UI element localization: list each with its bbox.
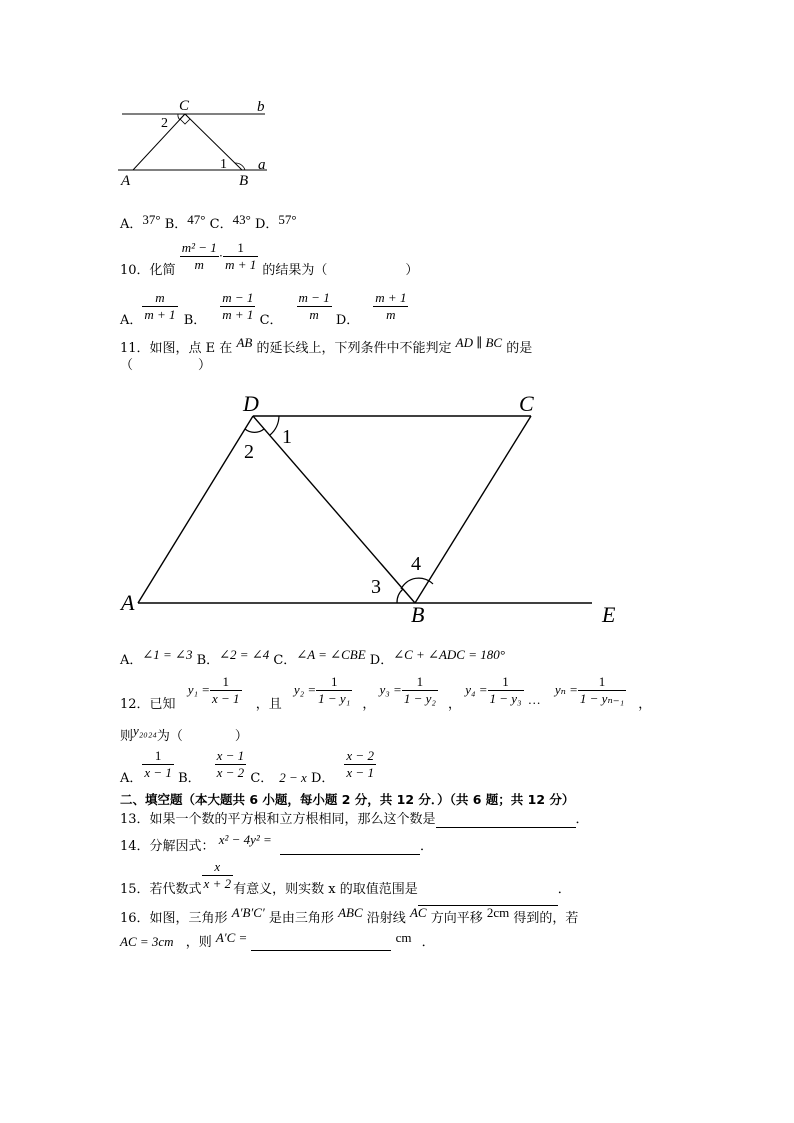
q12-y3-den: 1 − y₂ [403,691,436,706]
q10-a-label: A． [120,313,143,328]
q11-a-label: A． [120,653,143,668]
q12-then [120,723,248,745]
q12-label: 12．已知 [120,697,176,712]
q10-c-label: C． [259,313,283,328]
q12-yn-num: 1 [578,674,626,691]
q10-option-b[interactable] [183,290,256,328]
q12-d-label: D． [310,771,335,786]
q9-c-label: C． [209,217,233,232]
label-D: D [243,391,259,416]
q10-fraction-1 [180,240,219,273]
q12-d-den: x − 1 [346,765,374,780]
q9-option-b[interactable] [164,212,206,232]
q12-y3-num: 1 [402,674,438,691]
q10-c-den: m [309,307,319,322]
q11-a-value: ∠1 = ∠3 [142,647,193,662]
label-B: B [411,602,425,627]
q16-line-1 [120,905,579,927]
q11-c-label: C． [273,653,297,668]
q12-y1-num: 1 [210,674,242,691]
q14 [120,832,433,855]
q12-y4: y₄ = [465,682,488,697]
q9-option-a[interactable] [120,212,161,232]
q11-stem [120,335,533,357]
q12-y1-den: x − 1 [212,691,240,706]
q12-c-label: C． [250,771,274,786]
q12-y2: y₂ = [293,682,317,697]
q10-num-2: 1 [223,240,258,257]
q12-option-b[interactable] [178,748,246,786]
q12-option-d[interactable] [310,748,376,786]
q12-y2-den: 1 − y₁ [318,691,351,706]
q12-b-num: x − 1 [216,748,245,763]
q11-option-c[interactable] [273,647,366,668]
angle-2-arc [245,429,264,432]
q12-y4-den: 1 − y₃ [489,691,522,706]
q10-a-den: m + 1 [144,307,176,322]
q11-text-3: 的是 [506,341,533,356]
q12-b-den: x − 2 [216,765,245,780]
q10-num-1: m² − 1 [181,240,217,255]
q11-d-value: ∠C + ∠ADC = 180° [393,647,505,662]
q12-a-label: A． [120,771,143,786]
q11-b-label: B． [196,653,220,668]
q12-a-num: 1 [142,748,174,765]
q16-text-5: 得到的，若 [513,911,579,926]
q9-d-label: D． [254,217,279,232]
q13-answer-blank[interactable] [436,814,576,828]
q11-c-value: ∠A = ∠CBE [296,647,366,662]
section-2-title: 二、填空题（本大题共 6 小题，每小题 2 分，共 12 分．）（共 6 题；共 12 分） [120,792,575,807]
q10-option-c[interactable] [259,290,332,328]
q10-options [120,290,408,328]
q16-a1c: A′C = [215,930,248,945]
figure-parallelogram [115,388,625,628]
q11-text-1: 11．如图，点 E 在 [120,341,233,356]
q15-den: x + 2 [203,876,232,891]
q11-option-d[interactable] [369,647,505,668]
label-3: 3 [371,576,381,598]
q11-text-2: 的延长线上，下列条件中不能判定 [256,341,452,356]
q14-end: ． [419,839,433,854]
figure-parallel-lines-triangle [115,95,280,187]
q10-suffix: 的结果为（ ） [262,263,419,278]
q16-ac: AC [409,905,427,920]
q11-paren: （ ） [120,358,212,373]
line-db [253,416,415,603]
q12-wei: 为（ ） [156,729,248,744]
q14-text: 14．分解因式： [120,839,215,854]
q16-distance: 2cm [486,905,510,920]
q12-c-value: 2 − x [279,770,307,785]
label-1: 1 [282,426,292,448]
q10-den-1: m [194,257,204,272]
q12-y2024: y₂₀₂₄ [133,723,157,738]
q12-a-den: x − 1 [144,765,172,780]
q12-d-num: x − 2 [346,748,374,763]
label-A: A [121,173,131,187]
q16-text-4: 方向平移 [430,911,483,926]
q15-end: ． [557,882,571,897]
q11-option-a[interactable] [120,647,193,668]
q12-dots: … [527,692,541,707]
q11-option-b[interactable] [196,647,270,668]
q13-end: ． [575,812,589,827]
q9-b-value: 47° [187,212,206,227]
q12-option-c[interactable] [250,757,307,786]
label-C: C [519,391,534,416]
q10-c-num: m − 1 [298,290,330,305]
angle-3-arc [397,589,403,603]
label-1: 1 [220,157,227,172]
angle-1-arc [270,416,279,435]
q12-then-label: 则 [120,729,134,744]
q12-comma-2: ， [448,697,462,712]
q12-options [120,748,376,786]
q13 [120,812,589,828]
angle-2-arc [178,114,180,120]
q9-options [120,212,297,233]
q9-option-d[interactable] [254,212,297,232]
q16-a1b1c1: A′B′C′ [231,905,265,920]
line-cb [415,416,531,603]
q10-option-a[interactable] [120,290,178,328]
q10-b-label: B． [183,313,207,328]
q10-b-den: m + 1 [222,307,254,322]
q9-b-label: B． [164,217,188,232]
label-4: 4 [411,553,421,575]
q12-y2-num: 1 [316,674,352,691]
line-da [138,416,253,603]
q10-dot: · [218,248,224,263]
q10-den-2: m + 1 [225,257,257,272]
q15 [120,859,571,897]
q10-d-den: m [386,307,396,322]
q12-comma-3: ， [638,697,652,712]
q12-and: ，且 [255,697,282,712]
q10-d-num: m + 1 [375,290,407,305]
q9-a-value: 37° [142,212,161,227]
segment-cb [185,114,242,170]
q16-abc: ABC [338,905,363,920]
q15-answer-blank[interactable] [418,892,558,906]
label-b: b [257,99,265,115]
q12-comma-1: ， [362,697,376,712]
q10-label: 10．化简 [120,263,176,278]
q10-fraction-2 [223,240,258,273]
q12-option-a[interactable] [120,748,174,786]
q9-c-value: 43° [232,212,251,227]
q12-y3: y₃ = [379,682,402,697]
q16-line-2 [120,930,435,951]
q15-pre: 15．若代数式 [120,882,202,897]
q10-stem [120,240,419,278]
right-angle-mark [180,114,190,124]
q11-options [120,647,505,669]
q12-b-label: B． [178,771,201,786]
q12-y1: y₁ = [187,682,210,697]
q14-answer-blank[interactable] [280,841,420,855]
q9-a-label: A． [120,217,143,232]
q13-text: 13．如果一个数的平方根和立方根相同，那么这个数是 [120,812,436,827]
label-E: E [602,602,616,627]
label-2: 2 [244,441,254,463]
q14-expr: x² − 4y² = [218,832,272,847]
q12-y4-num: 1 [488,674,524,691]
q10-a-num: m [142,290,177,307]
label-2: 2 [161,116,168,131]
q16-end: ． [421,935,435,950]
q12-stem [120,674,652,712]
label-C: C [179,98,190,114]
q12-yn-den: 1 − yₙ₋₁ [579,691,625,706]
label-A: A [121,590,135,615]
q11-b-value: ∠2 = ∠4 [219,647,270,662]
q15-num: x [202,859,234,876]
q16-condition: AC = 3cm [120,934,174,949]
q16-text-2: 是由三角形 [268,911,334,926]
q9-option-c[interactable] [209,212,251,232]
segment-ca [133,114,185,170]
q10-d-label: D． [335,313,360,328]
q16-text-1: 16．如图，三角形 [120,911,228,926]
q11-ad-parallel-bc: AD ∥ BC [455,335,503,350]
label-a: a [258,157,266,173]
q16-unit: cm [395,930,412,945]
q16-text-6: ，则 [185,935,212,950]
label-B: B [239,173,249,187]
q11-ab: AB [236,335,253,350]
q16-answer-blank[interactable] [251,937,391,951]
q10-b-num: m − 1 [222,290,254,305]
angle-4-arc [401,578,433,589]
q11-d-label: D． [369,653,394,668]
q10-option-d[interactable] [335,290,409,328]
q15-text: 有意义，则实数 x 的取值范围是 [233,882,418,897]
q16-text-3: 沿射线 [366,911,406,926]
q12-yn: yₙ = [554,682,578,697]
q9-d-value: 57° [278,212,297,227]
